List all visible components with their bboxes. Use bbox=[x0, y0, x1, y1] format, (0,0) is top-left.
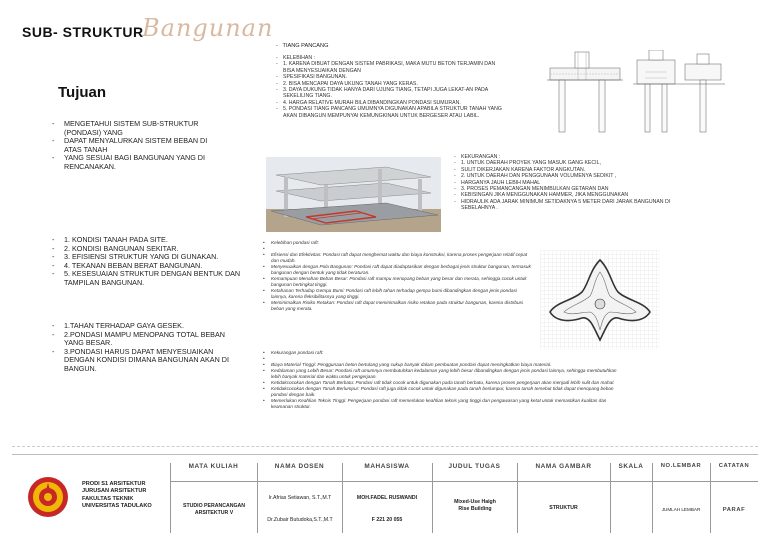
kekurangan-list bbox=[454, 154, 704, 212]
kekurangan-item: - HARGANYA JAUH LEBIH MAHAL bbox=[454, 179, 541, 186]
mata-kuliah-value: STUDIO PERANCANGAN ARSITEKTUR V bbox=[183, 503, 245, 516]
dosen-1: Ir.Afrias Setiawan, S.T.,M.T bbox=[268, 495, 332, 501]
kekurangan-item: - 2. UNTUK DAERAH DAN PENGGUNAAN VOLUMENYA SEDIKIT , bbox=[454, 173, 617, 180]
footer-divider bbox=[12, 446, 758, 447]
kekurangan-item: - 1. UNTUK DAERAH PROYEK YANG MASUK GANG KECIL, bbox=[454, 160, 601, 167]
raft-adv-item: • Menyesuaikan dengan Pola Bangunan: Pondasi raft dapat diadaptasikan dengan berbagai jenis struktur bangunan, termasuk bangunan dengan bentuk yang tidak beraturan. bbox=[263, 264, 531, 275]
kekurangan-item: - 3. PROSES PEMANCANGAN MENIMBULKAN GETARAN DAN bbox=[454, 186, 609, 193]
goal-item: - YANG SESUAI BAGI BANGUNAN YANG DI RENCANAKAN. bbox=[52, 153, 205, 171]
raft-dis-item: • Biaya Material Tinggi: Penggunaan beton bertulang yang cukup banyak dalam pembuatan pondasi dapat meningkatkan biaya material. bbox=[263, 362, 552, 367]
condition-item: - 4. TEKANAN BEBAN BERAT BANGUNAN. bbox=[52, 260, 203, 270]
catatan-label: CATATAN bbox=[718, 463, 750, 469]
goal-item: - DAPAT MENYALURKAN SISTEM BEBAN DI ATAS TANAH bbox=[52, 136, 208, 154]
mahasiswa-name: MOH.FADEL RUSWANDI bbox=[356, 495, 418, 501]
pile-foundation-drawing bbox=[545, 50, 727, 135]
raft-plan-drawing bbox=[540, 250, 660, 350]
raft-advantages-list: • Kelebihan pondasi raft: • • Efisiensi dan Efektivitas: Pondasi raft dapat menghemat waktu dan biaya konstruksi, karena proses pengerjaan relatif cepat dan mudah. • Menyesuaikan dengan Pola Bangunan: Pondasi raft dapat diadaptasikan dengan berbagai jenis struktur bangunan, termasuk bangunan dengan bentuk yang tidak beraturan. • Kemampuan Menahan Beban Besar: Pondasi raft mampu menopang beban yang besar dan merata, sehingga cocok untuk bangunan bertingkat tinggi. • Ketahanan Terhadap Gempa Bumi: Pondasi raft lebih tahan terhadap gempa bumi dibandingkan dengan jenis pondasi lainnya, karena fleksibilitasnya yang tinggi. • Meminimalkan Risiko Retakan: Pondasi raft dapat meminimalkan risiko retakan pada struktur bangunan, karena distribusi beban yang merata. bbox=[263, 240, 533, 312]
raft-dis-item: • Memerlukan Keahlian Teknis Tinggi: Pengerjaan pondasi raft memerlukan keahlian teknis yang tinggi dan pengawasan yang ketat untuk memastikan kualitas dan keamanan struktur. bbox=[263, 398, 607, 409]
condition-item: - 2. KONDISI BANGUNAN SEKITAR. bbox=[52, 243, 179, 253]
kelebihan-item: - 2. BISA MENCAPAI DAYA UKUNG TANAH YANG KERAS. bbox=[276, 80, 418, 87]
gambar-value: STRUKTUR bbox=[549, 505, 578, 511]
tujuan-heading: Tujuan bbox=[58, 84, 107, 101]
paraf-label: PARAF bbox=[722, 507, 746, 513]
kekurangan-item: - SULIT DIKERJAKAN KARENA FAKTOR ANGKUTAN. bbox=[454, 166, 586, 173]
requirement-item: - 2.PONDASI MAMPU MENOPANG TOTAL BEBAN YANG BESAR. bbox=[52, 329, 225, 348]
skala-label: SKALA bbox=[618, 463, 644, 470]
raft-adv-item: • Ketahanan Terhadap Gempa Bumi: Pondasi raft lebih tahan terhadap gempa bumi dibandingkan dengan jenis pondasi lainnya, karena fleksibilitasnya yang tinggi. bbox=[263, 288, 517, 299]
mahasiswa-label: MAHASISWA bbox=[364, 463, 410, 470]
page-script-title: Bangunan bbox=[142, 14, 274, 42]
university-logo bbox=[26, 475, 70, 519]
kelebihan-item: - 4. HARGA RELATIVE MURAH BILA DIBANDINGKAN PONDASI SUMURAN. bbox=[276, 99, 461, 106]
raft-dis-item: • Ketidakcocokan dengan Tanah Berbatu: Pondasi raft tidak cocok untuk digunakan pada tanah berbatu, karena proses pengerjaan akan menjadi lebih sulit dan mahal. bbox=[263, 380, 615, 385]
institution-block: PRODI S1 ARSITEKTUR JURUSAN ARSITEKTUR FAKULTAS TEKNIK UNIVERSITAS TADULAKO bbox=[82, 481, 152, 510]
jumlah-lembar-label: JUMLAH LEMBAR bbox=[661, 507, 701, 512]
requirement-item: - 1.TAHAN TERHADAP GAYA GESEK. bbox=[52, 321, 184, 330]
lembar-label: NO.LEMBAR bbox=[660, 463, 702, 469]
gambar-label: NAMA GAMBAR bbox=[535, 463, 592, 470]
requirements-list bbox=[52, 322, 242, 374]
requirement-item: - 3.PONDASI HARUS DAPAT MENYESUAIKAN DENGAN KONDISI DIMANA BANGUNAN AKAN DI BANGUN. bbox=[52, 346, 229, 373]
goal-item: - MENGETAHUI SISTEM SUB-STRUKTUR (PONDASI) YANG bbox=[52, 119, 199, 137]
kekurangan-title: - KEKURANGAN : bbox=[454, 154, 501, 160]
mahasiswa-nim: F 221 20 055 bbox=[371, 517, 403, 523]
kekurangan-item: - KEBISINGAN JIKA MENGGUNAKAN HAMMER, JIKA MENGGUNAKAN bbox=[454, 192, 629, 199]
dosen-label: NAMA DOSEN bbox=[274, 463, 325, 470]
kelebihan-title: - KELEBIHAN : bbox=[276, 55, 316, 61]
raft-adv-item: • Kemampuan Menahan Beban Besar: Pondasi raft mampu menopang beban yang besar dan merata, sehingga cocok untuk bangunan bertingkat tinggi. bbox=[263, 276, 527, 287]
goals-list bbox=[52, 120, 222, 172]
raft-dis-item: • Kedalaman yang Lebih Besar: Pondasi raft umumnya membutuhkan kedalaman yang lebih besar dibandingkan dengan jenis pondasi lainnya, sehingga membutuhkan lebih banyak material dan waktu untuk pengerjaan. bbox=[263, 368, 617, 379]
tiang-heading: - TIANG PANCANG bbox=[276, 43, 329, 49]
raft-dis-item: • Ketidakcocokan dengan Tanah Berlumpur: Pondasi raft juga tidak cocok untuk digunakan pada tanah berlumpur, karena tanah tersebut tidak dapat menopang beban pondasi dengan baik. bbox=[263, 386, 614, 397]
raft-adv-item: • Efisiensi dan Efektivitas: Pondasi raft dapat menghemat waktu dan biaya konstruksi, karena proses pengerjaan relatif cepat dan mudah. bbox=[263, 252, 528, 263]
condition-item: - 3. EFISIENSI STRUKTUR YANG DI GUNAKAN. bbox=[52, 252, 219, 262]
raft-adv-item: • Meminimalkan Risiko Retakan: Pondasi raft dapat meminimalkan risiko retakan pada struktur bangunan, karena distribusi beban yang merata. bbox=[263, 300, 523, 311]
title-block bbox=[12, 454, 758, 534]
conditions-list bbox=[52, 236, 252, 288]
dosen-2: Dr.Zubair Butudoka,S.T.,M.T bbox=[267, 517, 333, 523]
kelebihan-item: - 3. DAYA DUKUNG TIDAK HANYA DARI UJUNG TIANG, TETAPI JUGA LEKAT-AN PADA SEKELILING TIANG. bbox=[276, 87, 488, 100]
raft-adv-title: • Kelebihan pondasi raft: bbox=[263, 240, 319, 245]
kelebihan-item: - 5. PONDASI TIANG PANCANG UMUMNYA DIGUNAKAN APABILA STRUKTUR TANAH YANG AKAN DIBANGUN MEMPUNYAI KEMUNGKINAN UNTUK BERGESER ATAU LABIL. bbox=[276, 106, 502, 119]
condition-item: - 1. KONDISI TANAH PADA SITE. bbox=[52, 235, 168, 244]
judul-value: Mixed-Use Haigh Rise Building bbox=[454, 499, 496, 512]
page-title: SUB- STRUKTUR bbox=[22, 24, 144, 40]
judul-label: JUDUL TUGAS bbox=[448, 463, 501, 470]
mata-kuliah-label: MATA KULIAH bbox=[188, 463, 239, 470]
raft-foundation-render bbox=[266, 157, 441, 232]
kekurangan-item: - HIDRAULIK ADA JARAK MINIMUM SETIDAKNYA 5 METER DARI JARAK BANGUNAN DI SEBELAHNYA . bbox=[454, 198, 671, 212]
kelebihan-item: - SPESIFIKASI BANGUNAN. bbox=[276, 74, 347, 81]
raft-dis-title: • Kekurangan pondasi raft: bbox=[263, 350, 324, 355]
condition-item: - 5. KESESUAIAN STRUKTUR DENGAN BENTUK DAN TAMPILAN BANGUNAN. bbox=[52, 269, 241, 287]
raft-disadvantages-list: • Kekurangan pondasi raft: • • Biaya Material Tinggi: Penggunaan beton bertulang yang cukup banyak dalam pembuatan pondasi dapat meningkatkan biaya material. • Kedalaman yang Lebih Besar: Pondasi raft umumnya membutuhkan kedalaman yang lebih besar dibandingkan dengan jenis pondasi lainnya, sehingga membutuhkan lebih banyak material dan waktu untuk pengerjaan. • Ketidakcocokan dengan Tanah Berbatu: Pondasi raft tidak cocok untuk digunakan pada tanah berbatu, karena proses pengerjaan akan menjadi lebih sulit dan mahal. • Ketidakcocokan dengan Tanah Berlumpur: Pondasi raft juga tidak cocok untuk digunakan pada tanah berlumpur, karena tanah tersebut tidak dapat menopang beban pondasi dengan baik. • Memerlukan Keahlian Teknis Tinggi: Pengerjaan pondasi raft memerlukan keahlian teknis yang tinggi dan pengawasan yang ketat untuk memastikan kualitas dan keamanan struktur. bbox=[263, 350, 623, 410]
kelebihan-list bbox=[276, 55, 506, 119]
kelebihan-item: - 1. KARENA DIBUAT DENGAN SISTEM PABRIKASI, MAKA MUTU BETON TERJAMIN DAN BISA MENYESUAIKAN DENGAN bbox=[276, 61, 496, 74]
